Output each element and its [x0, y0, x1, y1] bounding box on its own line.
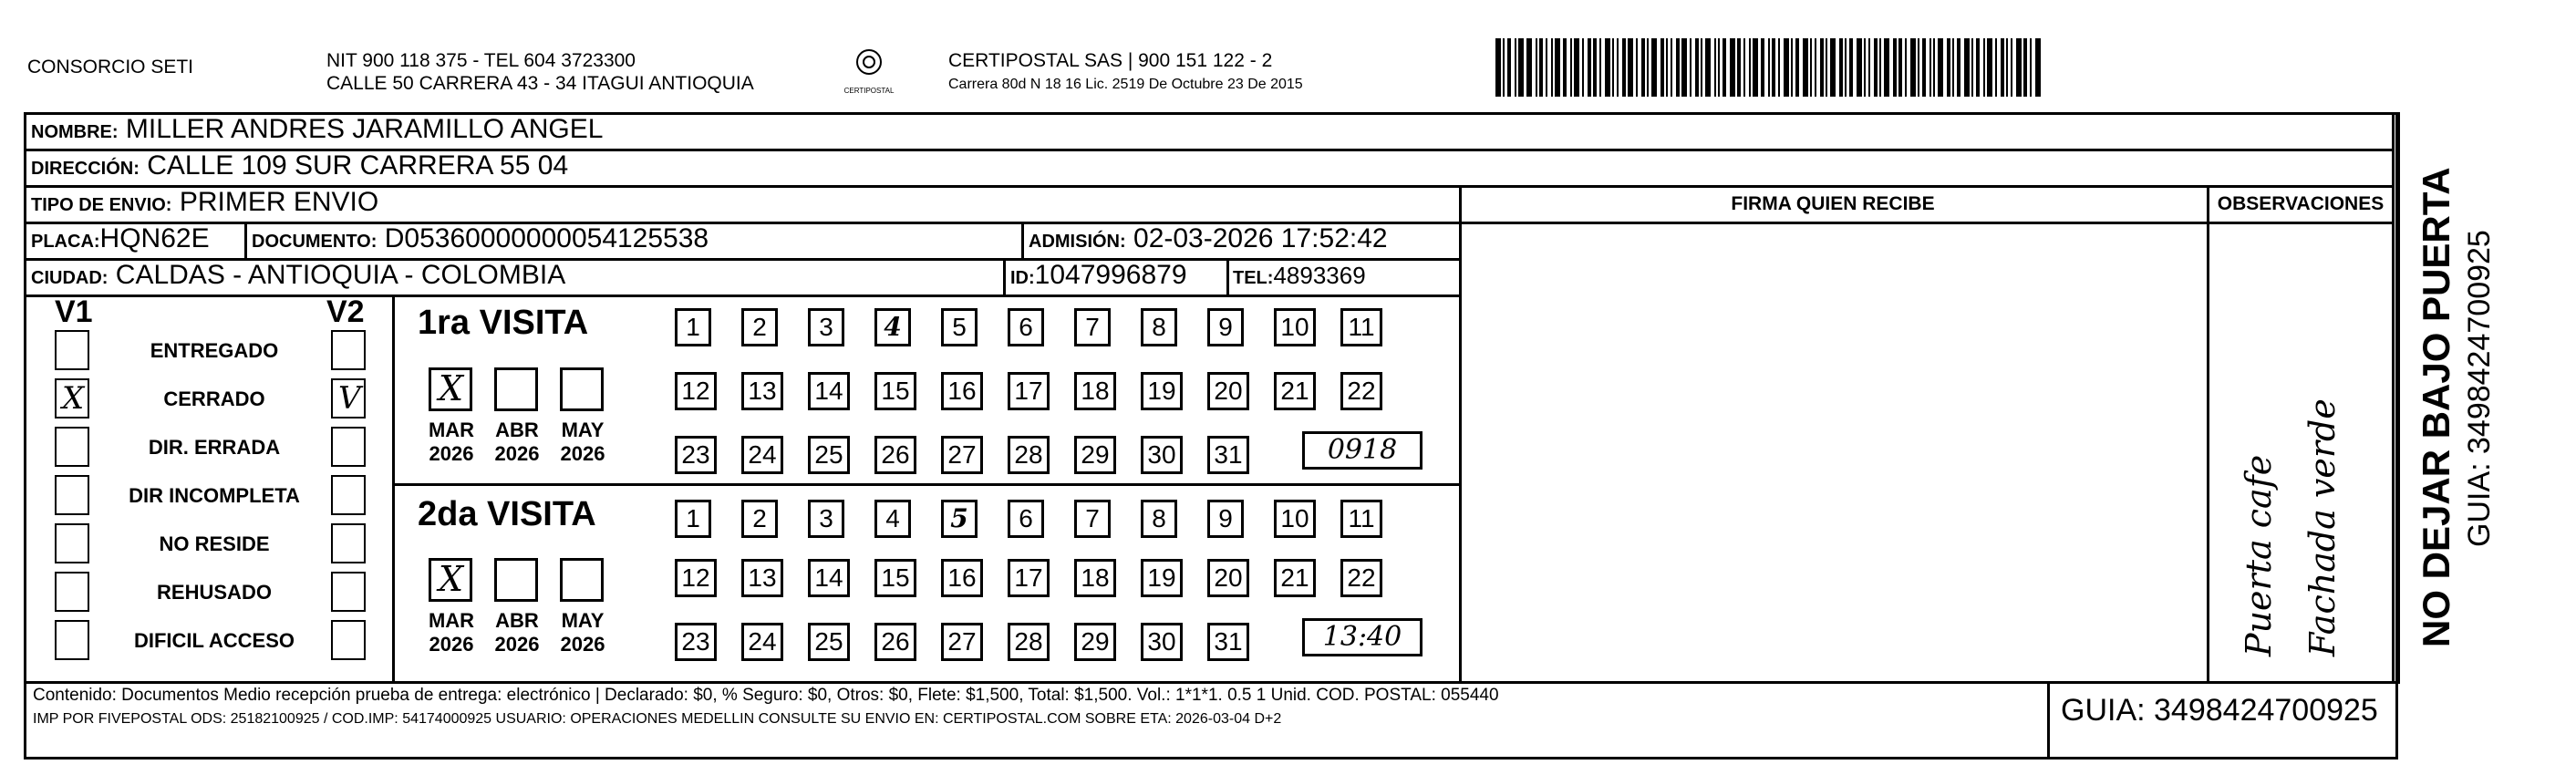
company-name: CONSORCIO SETI [27, 57, 194, 78]
barcode-bar [1952, 38, 1954, 97]
ciudad-cell [31, 260, 565, 291]
day-box[interactable]: 25 [808, 436, 850, 474]
side-guia: GUIA: 3498424700925 [2462, 230, 2497, 547]
day-box[interactable]: 22 [1340, 372, 1382, 410]
barcode-bar [1599, 38, 1601, 97]
day-box[interactable]: 15 [874, 372, 916, 410]
barcode-bar [1884, 38, 1889, 97]
tipo-label: TIPO DE ENVIO: [31, 195, 172, 215]
day-box[interactable]: 30 [1141, 623, 1183, 661]
day-box[interactable]: 15 [874, 559, 916, 597]
v1-mark: X [62, 380, 85, 417]
barcode-bar [1826, 38, 1827, 97]
certipostal-line: CERTIPOSTAL SAS | 900 151 122 - 2 [948, 50, 1273, 71]
barcode-bar [1714, 38, 1716, 97]
barcode-bar [1695, 38, 1699, 97]
month-checkbox[interactable] [560, 367, 604, 411]
status-label: ENTREGADO [150, 339, 279, 362]
month-year: 2026 [560, 442, 605, 465]
day-box[interactable]: 12 [675, 372, 717, 410]
barcode-bar [1582, 38, 1584, 97]
day-box[interactable]: 24 [741, 436, 783, 474]
day-box[interactable]: 18 [1074, 559, 1116, 597]
barcode-bar [1546, 38, 1547, 97]
direccion-label: DIRECCIÓN: [31, 159, 140, 179]
v1-checkbox[interactable] [55, 572, 89, 612]
barcode-bar [1574, 38, 1579, 97]
month-name: MAY [561, 609, 605, 632]
status-label: CERRADO [163, 388, 265, 410]
barcode-bar [1518, 38, 1524, 97]
day-box[interactable]: 9 [1207, 308, 1244, 346]
day-box[interactable]: 13 [741, 372, 783, 410]
barcode-bar [2016, 38, 2022, 97]
barcode-bar [1676, 38, 1680, 97]
day-box[interactable]: 30 [1141, 436, 1183, 474]
barcode-bar [1588, 38, 1591, 97]
month-name: ABR [495, 418, 539, 441]
day-box[interactable]: 11 [1340, 308, 1382, 346]
month-mark: X [439, 559, 464, 599]
day-box[interactable]: 17 [1008, 559, 1050, 597]
ciudad-label: CIUDAD: [31, 268, 109, 288]
month-checkbox[interactable] [429, 558, 472, 602]
nit-line: NIT 900 118 375 - TEL 604 3723300 [326, 50, 636, 71]
barcode-bar [1495, 38, 1501, 97]
day-box[interactable]: 19 [1141, 559, 1183, 597]
barcode-bar [1563, 38, 1567, 97]
month-year: 2026 [429, 442, 474, 465]
day-box[interactable]: 27 [941, 623, 983, 661]
barcode-bar [2001, 38, 2004, 97]
barcode-bar [1987, 38, 1992, 97]
tel-label: TEL: [1233, 268, 1274, 288]
tipo-value: PRIMER ENVIO [179, 187, 379, 217]
barcode-bar [1651, 38, 1657, 97]
barcode-bar [1705, 38, 1711, 97]
day-box[interactable]: 14 [808, 372, 850, 410]
day-box[interactable]: 5 [941, 308, 978, 346]
month-checkbox[interactable] [560, 558, 604, 602]
day-box[interactable]: 17 [1008, 372, 1050, 410]
barcode-bar [1820, 38, 1824, 97]
barcode-bar [1810, 38, 1812, 97]
day-box[interactable]: 11 [1340, 500, 1382, 538]
id-value: 1047996879 [1034, 260, 1187, 290]
day-box[interactable]: 26 [874, 623, 916, 661]
firma-header: FIRMA QUIEN RECIBE [1731, 193, 1935, 214]
day-box[interactable]: 21 [1274, 372, 1316, 410]
month-label [485, 609, 549, 656]
day-box[interactable]: 2 [741, 308, 778, 346]
v1-header: V1 [55, 294, 93, 329]
seal-text: CERTIPOSTAL [843, 87, 895, 95]
obs-note-line1: Puerta cafe [2239, 454, 2279, 656]
month-name: MAY [561, 418, 605, 441]
day-box[interactable]: 8 [1141, 500, 1177, 538]
day-box[interactable]: 10 [1274, 308, 1316, 346]
barcode-bar [1730, 38, 1735, 97]
barcode-bar [1971, 38, 1973, 97]
barcode-bar [1539, 38, 1543, 97]
month-year: 2026 [494, 442, 540, 465]
month-year: 2026 [429, 633, 474, 656]
status-label: NO RESIDE [159, 532, 270, 555]
barcode-bar [1749, 38, 1751, 97]
month-checkbox[interactable] [494, 367, 538, 411]
barcode-bar [1918, 38, 1919, 97]
month-checkbox[interactable] [429, 367, 472, 411]
barcode-bar [1737, 38, 1741, 97]
certipostal-seal [843, 46, 895, 95]
barcode-bar [1681, 38, 1687, 97]
day-box[interactable]: 3 [808, 308, 844, 346]
barcode-bar [1507, 38, 1511, 97]
barcode-bar [1893, 38, 1897, 97]
direccion-row [31, 150, 568, 181]
day-box[interactable]: 24 [741, 623, 783, 661]
footer-guia: GUIA: 3498424700925 [2061, 693, 2378, 728]
day-box[interactable]: 19 [1141, 372, 1183, 410]
barcode-bar [1839, 38, 1843, 97]
placa-label: PLACA: [31, 232, 100, 252]
barcode-bar [1768, 38, 1770, 97]
barcode-bar [1815, 38, 1816, 97]
day-box[interactable]: 28 [1008, 623, 1050, 661]
day-box[interactable]: 27 [941, 436, 983, 474]
admision-cell [1029, 223, 1388, 254]
v1-checkbox[interactable] [55, 475, 89, 515]
month-label [419, 609, 483, 656]
day-box[interactable]: 23 [675, 623, 717, 661]
barcode-bar [1555, 38, 1560, 97]
license-line: Carrera 80d N 18 16 Lic. 2519 De Octubre 23 De 2015 [948, 77, 1303, 92]
barcode-bar [1612, 38, 1614, 97]
barcode-bar [1938, 38, 1943, 97]
day-box[interactable]: 7 [1074, 308, 1111, 346]
barcode-bar [1570, 38, 1572, 97]
day-box[interactable]: 20 [1207, 559, 1249, 597]
barcode-bar [1803, 38, 1808, 97]
barcode-bar [1628, 38, 1633, 97]
v1-checkbox[interactable] [55, 330, 89, 370]
visit2-title: 2da VISITA [418, 495, 596, 533]
month-name: MAR [428, 609, 475, 632]
side-warning: NO DEJAR BAJO PUERTA [2415, 167, 2457, 647]
day-box[interactable]: 6 [1008, 308, 1044, 346]
admision-label: ADMISIÓN: [1029, 232, 1126, 252]
day-box[interactable]: 20 [1207, 372, 1249, 410]
day-box[interactable]: 16 [941, 559, 983, 597]
barcode [1495, 38, 2371, 97]
barcode-bar [1690, 38, 1691, 97]
barcode-bar [1791, 38, 1793, 97]
id-cell [1010, 260, 1187, 291]
day-box[interactable]: 16 [941, 372, 983, 410]
documento-cell [252, 223, 709, 254]
day-box[interactable]: 25 [808, 623, 850, 661]
month-label [551, 418, 615, 466]
day-box[interactable]: 9 [1207, 500, 1244, 538]
barcode-bar [1947, 38, 1950, 97]
nombre-value: MILLER ANDRES JARAMILLO ANGEL [125, 114, 604, 144]
tel-cell [1233, 262, 1366, 290]
day-box[interactable]: 3 [808, 500, 844, 538]
obs-note-line2: Fachada verde [2302, 398, 2343, 656]
barcode-bar [1772, 38, 1775, 97]
placa-cell [31, 223, 210, 254]
day-box[interactable]: 31 [1207, 436, 1249, 474]
day-box[interactable]: 26 [874, 436, 916, 474]
barcode-bar [1761, 38, 1764, 97]
barcode-bar [1671, 38, 1672, 97]
barcode-bar [1515, 38, 1516, 97]
documento-value: D05360000000054125538 [384, 223, 709, 253]
barcode-bar [1922, 38, 1926, 97]
month-checkbox[interactable] [494, 558, 538, 602]
barcode-bar [1503, 38, 1505, 97]
barcode-bar [1753, 38, 1758, 97]
barcode-bar [1795, 38, 1799, 97]
day-box[interactable]: 4 [874, 500, 911, 538]
barcode-bar [1622, 38, 1626, 97]
day-box[interactable]: 7 [1074, 500, 1111, 538]
barcode-bar [1526, 38, 1532, 97]
barcode-bar [1995, 38, 1997, 97]
barcode-bar [1849, 38, 1853, 97]
footer-line2: IMP POR FIVEPOSTAL ODS: 25182100925 / COD.IMP: 54174000925 USUARIO: OPERACIONES MEDELLIN CONSULTE SU ENVIO EN: CERTIPOSTAL.COM SOBRE ETA: 2026-03-04 D+2 [33, 711, 1282, 727]
direccion-value: CALLE 109 SUR CARRERA 55 04 [147, 150, 569, 181]
barcode-bar [1983, 38, 1985, 97]
nombre-row [31, 114, 603, 145]
day-box[interactable]: 22 [1340, 559, 1382, 597]
documento-label: DOCUMENTO: [252, 232, 378, 252]
barcode-bar [1636, 38, 1638, 97]
month-mark: X [439, 368, 464, 408]
barcode-bar [2011, 38, 2012, 97]
day-box[interactable]: 18 [1074, 372, 1116, 410]
barcode-bar [1718, 38, 1720, 97]
day-box[interactable]: 4 [874, 308, 911, 346]
barcode-bar [1864, 38, 1866, 97]
day-box[interactable]: 10 [1274, 500, 1316, 538]
month-year: 2026 [494, 633, 540, 656]
month-name: ABR [495, 609, 539, 632]
v2-mark: V [338, 380, 361, 417]
barcode-bar [1743, 38, 1745, 97]
day-box[interactable]: 29 [1074, 436, 1116, 474]
placa-value: HQN62E [99, 223, 210, 253]
barcode-bar [1641, 38, 1645, 97]
barcode-bar [1536, 38, 1537, 97]
observaciones-header: OBSERVACIONES [2217, 193, 2385, 214]
ciudad-value: CALDAS - ANTIOQUIA - COLOMBIA [115, 260, 566, 290]
day-box[interactable]: 12 [675, 559, 717, 597]
day-box[interactable]: 28 [1008, 436, 1050, 474]
visit1-time: 0918 [1302, 431, 1422, 470]
barcode-bar [1964, 38, 1970, 97]
barcode-bar [1593, 38, 1597, 97]
status-label: DIFICIL ACCESO [133, 629, 295, 652]
barcode-bar [1905, 38, 1907, 97]
day-box[interactable]: 14 [808, 559, 850, 597]
barcode-bar [2006, 38, 2008, 97]
barcode-bar [1778, 38, 1780, 97]
barcode-bar [2035, 38, 2041, 97]
barcode-bar [1784, 38, 1789, 97]
v1-checkbox[interactable] [55, 427, 89, 467]
barcode-bar [1874, 38, 1878, 97]
barcode-bar [1910, 38, 1916, 97]
barcode-bar [2023, 38, 2027, 97]
barcode-bar [1868, 38, 1870, 97]
month-label [485, 418, 549, 466]
v1-checkbox[interactable] [55, 523, 89, 563]
day-box[interactable]: 8 [1141, 308, 1177, 346]
barcode-bar [1857, 38, 1862, 97]
day-box[interactable]: 1 [675, 500, 711, 538]
day-box[interactable]: 31 [1207, 623, 1249, 661]
barcode-bar [1605, 38, 1610, 97]
v2-header: V2 [326, 294, 365, 329]
status-label: DIR. ERRADA [148, 436, 281, 459]
barcode-bar [1830, 38, 1836, 97]
barcode-bar [1617, 38, 1619, 97]
barcode-bar [1879, 38, 1881, 97]
barcode-bar [1660, 38, 1664, 97]
day-box[interactable]: 29 [1074, 623, 1116, 661]
barcode-bar [1723, 38, 1726, 97]
v1-checkbox[interactable] [55, 620, 89, 660]
address-line: CALLE 50 CARRERA 43 - 34 ITAGUI ANTIOQUIA [326, 73, 754, 94]
barcode-bar [2030, 38, 2032, 97]
month-name: MAR [428, 418, 475, 441]
status-label: REHUSADO [157, 581, 272, 604]
day-box[interactable]: 5 [941, 500, 978, 538]
footer-line1: Contenido: Documentos Medio recepción prueba de entrega: electrónico | Declarado: $0, % Seguro: $0, Otros: $0, Flete: $1,500, Total: $1,500. Vol.: 1*1*1. 0.5 1 Unid. COD. POSTAL: 055440 [33, 686, 1499, 705]
month-label [551, 609, 615, 656]
day-box[interactable]: 6 [1008, 500, 1044, 538]
id-label: ID: [1010, 268, 1035, 288]
barcode-bar [1976, 38, 1980, 97]
day-box[interactable]: 21 [1274, 559, 1316, 597]
visit1-title: 1ra VISITA [418, 304, 589, 342]
day-box[interactable]: 2 [741, 500, 778, 538]
barcode-bar [1929, 38, 1931, 97]
month-year: 2026 [560, 633, 605, 656]
tipo-row [31, 187, 378, 218]
day-box[interactable]: 1 [675, 308, 711, 346]
barcode-bar [1898, 38, 1902, 97]
v1-checkbox[interactable] [55, 378, 89, 418]
status-label: DIR INCOMPLETA [129, 484, 300, 507]
visit2-time: 13:40 [1302, 618, 1422, 656]
day-box[interactable]: 13 [741, 559, 783, 597]
barcode-bar [1666, 38, 1668, 97]
barcode-bar [1933, 38, 1935, 97]
barcode-bar [1647, 38, 1649, 97]
barcode-bar [1701, 38, 1702, 97]
barcode-bar [1551, 38, 1553, 97]
barcode-bar [1845, 38, 1847, 97]
admision-value: 02-03-2026 17:52:42 [1133, 223, 1388, 253]
barcode-bar [1957, 38, 1960, 97]
day-box[interactable]: 23 [675, 436, 717, 474]
nombre-label: NOMBRE: [31, 122, 119, 142]
tel-value: 4893369 [1273, 262, 1366, 289]
month-label [419, 418, 483, 466]
